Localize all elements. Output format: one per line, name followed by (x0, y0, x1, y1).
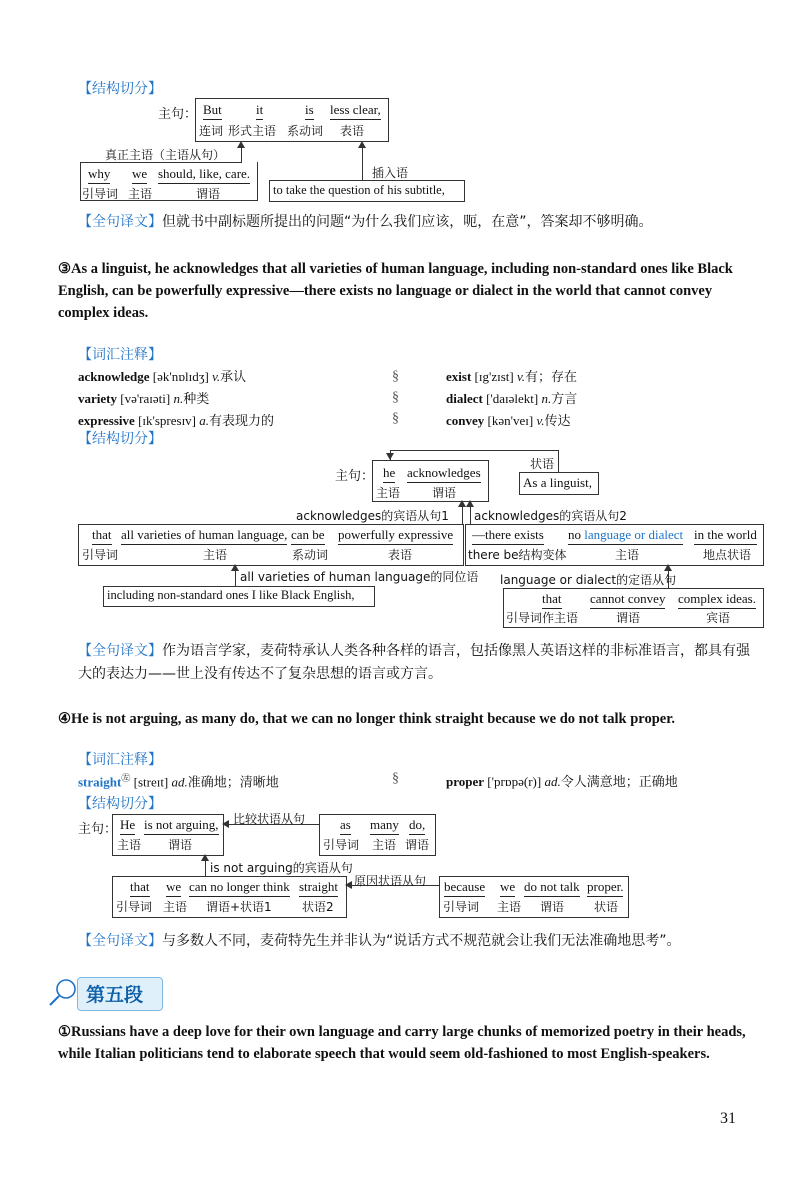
insert-text: to take the question of his subtitle, (273, 183, 445, 197)
sentence-4: ④He is not arguing, as many do, that we can no longer think straight because we do not talk proper. (58, 711, 675, 727)
word-in-the-world: in the world (694, 527, 757, 545)
main-clause-label: 主句： (158, 107, 198, 122)
role-predicative: 表语 (388, 548, 413, 562)
role-intro: 引导词 (82, 548, 119, 562)
role-object: 宾语 (706, 611, 731, 625)
vocab-label: 【词汇注释】 (78, 347, 162, 363)
role-predicate: 谓语 (432, 486, 457, 500)
word-no-language: no language or dialect (568, 527, 683, 545)
translation-4: 【全句译文】与多数人不同，麦荷特先生并非认为“说话方式不规范就会让我们无法准确地思考”。 (78, 933, 681, 949)
word-many: many (370, 817, 399, 835)
word-because: because (444, 879, 485, 897)
word-is: is (305, 102, 314, 120)
role-there-be: there be结构变体 (468, 548, 567, 562)
role-adverbial-2: 状语2 (302, 900, 334, 914)
word-that: that (542, 591, 562, 609)
sentence-3: ③As a linguist, he acknowledges that all varieties of human language, including non-standard ones like Black English, can be powerfully expressive—there exists no language or dialect in the world that cannot convey complex ideas. (58, 261, 733, 321)
word-do: do, (409, 817, 425, 835)
word-powerfully-expressive: powerfully expressive (338, 527, 453, 545)
role-subject: 主语 (203, 548, 228, 562)
role-adverbial: 状语 (594, 900, 619, 914)
role-predicate: 谓语 (168, 838, 193, 852)
appositive-label: all varieties of human language的同位语 (240, 570, 479, 584)
comparative-label: 比较状语从句 (233, 812, 306, 826)
attributive-label: language or dialect的定语从句 (500, 573, 677, 587)
divider-wave: § (392, 771, 399, 786)
vocab-straight: straight㊧ [streɪt] ad.准确地；清晰地 (78, 773, 279, 791)
role-predicative: 表语 (340, 124, 365, 138)
role-subject: 主语 (117, 838, 142, 852)
object-clause-2-label: acknowledges的宾语从句2 (474, 509, 627, 523)
role-subject: 主语 (497, 900, 522, 914)
role-link-verb: 系动词 (287, 124, 324, 138)
word-but: But (203, 102, 222, 120)
role-subject: 主语 (372, 838, 397, 852)
word-as: as (340, 817, 351, 835)
adverbial-label: 状语 (530, 457, 555, 471)
role-subject: 主语 (376, 486, 401, 500)
word-complex-ideas: complex ideas. (678, 591, 756, 609)
word-all-varieties: all varieties of human language, (121, 527, 287, 545)
translation-3: 【全句译文】作为语言学家，麦荷特承认人类各种各样的语言，包括像黑人英语这样的非标准语言，都具有强大的表达力——世上没有传达不了复杂思想的语言或方言。 (78, 643, 750, 682)
role-intro: 引导词 (82, 187, 119, 201)
role-predicate-adverbial-1: 谓语+状语1 (206, 900, 272, 914)
role-predicate: 谓语 (405, 838, 430, 852)
role-conj: 连词 (199, 124, 224, 138)
role-link-verb: 系动词 (292, 548, 329, 562)
sentence-5-1: ①Russians have a deep love for their own language and carry large chunks of memorized poetry in their heads, while Italian politicians tend to elaborate speech that would seem old-fashioned to most English-speakers. (58, 1024, 746, 1062)
main-clause-label: 主句： (78, 822, 118, 837)
role-predicate: 谓语 (616, 611, 641, 625)
role-predicate: 谓语 (540, 900, 565, 914)
word-cannot-convey: cannot convey (590, 591, 665, 609)
word-he: He (120, 817, 135, 835)
role-formal-subject: 形式主语 (228, 124, 277, 138)
role-intro: 引导词 (443, 900, 480, 914)
word-he: he (383, 465, 395, 483)
structure-label: 【结构切分】 (78, 81, 162, 97)
role-intro-subject: 引导词作主语 (506, 611, 579, 625)
vocab-right: exist [ɪg'zɪst] v.有；存在 dialect ['daɪəlekt] n.方言 convey [kən'veɪ] v.传达 (446, 369, 578, 429)
word-proper: proper. (587, 879, 623, 897)
role-subject: 主语 (128, 187, 153, 201)
section-title: 第五段 (86, 984, 144, 1006)
structure-label: 【结构切分】 (78, 431, 162, 447)
page-number: 31 (720, 1110, 736, 1127)
word-it: it (256, 102, 263, 120)
real-subject-label: 真正主语（主语从句） (105, 148, 226, 162)
structure-label: 【结构切分】 (78, 796, 162, 812)
role-intro: 引导词 (323, 838, 360, 852)
word-why: why (88, 166, 110, 184)
main-clause-label: 主句： (335, 469, 375, 484)
word-we: we (132, 166, 147, 184)
vocab-left: acknowledge [ək'nɒlɪdʒ] v.承认 variety [və'raɪəti] n.种类 expressive [ɪk'spresɪv] a.有表现力的 (78, 369, 275, 429)
word-there-exists: —there exists (472, 527, 544, 545)
word-acknowledges: acknowledges (407, 465, 481, 483)
word-can-be: can be (291, 527, 325, 545)
word-should-care: should, like, care. (158, 166, 250, 184)
translation-2: 【全句译文】但就书中副标题所提出的问题“为什么我们应该，呃，在意”，答案却不够明确。 (78, 214, 653, 230)
vocab-proper: proper ['prɒpə(r)] ad.令人满意地；正确地 (446, 774, 678, 790)
role-subject: 主语 (163, 900, 188, 914)
cause-clause-label: 原因状语从句 (354, 874, 427, 888)
insert-label: 插入语 (372, 166, 409, 180)
word-straight: straight (299, 879, 338, 897)
adverbial-text: As a linguist, (523, 475, 592, 490)
word-that: that (130, 879, 150, 897)
word-that: that (92, 527, 112, 545)
word-do-not-talk: do not talk (524, 879, 580, 897)
object-clause-label: is not arguing的宾语从句 (210, 861, 353, 875)
role-intro: 引导词 (116, 900, 153, 914)
word-is-not-arguing: is not arguing, (144, 817, 219, 835)
divider-wave: § § § (392, 369, 399, 426)
word-we: we (500, 879, 515, 897)
word-less-clear: less clear, (330, 102, 381, 120)
word-we: we (166, 879, 181, 897)
appositive-text: including non-standard ones I like Black English, (107, 588, 355, 602)
object-clause-1-label: acknowledges的宾语从句1 (296, 509, 449, 523)
role-place-adverbial: 地点状语 (703, 548, 752, 562)
role-predicate: 谓语 (196, 187, 221, 201)
vocab-label: 【词汇注释】 (78, 752, 162, 768)
role-subject: 主语 (615, 548, 640, 562)
word-can-no-longer-think: can no longer think (189, 879, 290, 897)
